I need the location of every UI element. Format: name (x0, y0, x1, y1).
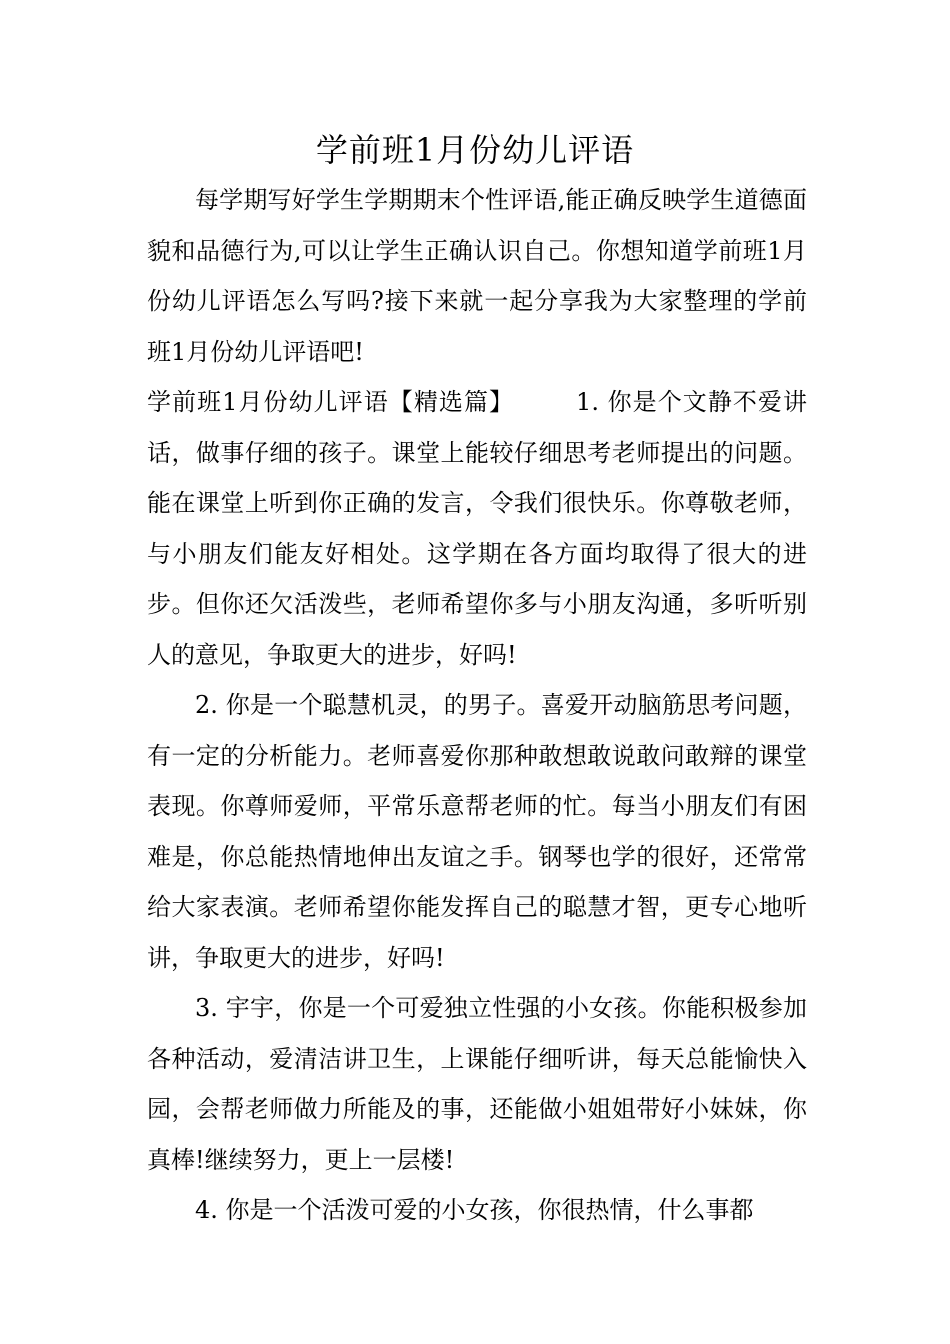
section-heading: 学前班1月份幼儿评语【精选篇】 (147, 388, 515, 416)
comment-4: 4. 你是一个活泼可爱的小女孩，你很热情，什么事都 (195, 1196, 754, 1224)
comment-3: 3. 宇宇，你是一个可爱独立性强的小女孩。你能积极参加各种活动，爱清洁讲卫生，上课能仔细听讲，每天总能愉快入园，会帮老师做力所能及的事，还能做小姐姐带好小妹妹，你真棒!继续努力，更上一层楼! (147, 994, 807, 1174)
intro-paragraph: 每学期写好学生学期期末个性评语,能正确反映学生道德面貌和品德行为,可以让学生正确认识自己。你想知道学前班1月份幼儿评语怎么写吗?接下来就一起分享我为大家整理的学前班1月份幼儿评语吧! (147, 186, 807, 366)
comment-2: 2. 你是一个聪慧机灵，的男子。喜爱开动脑筋思考问题，有一定的分析能力。老师喜爱你那种敢想敢说敢问敢辩的课堂表现。你尊师爱师，平常乐意帮老师的忙。每当小朋友们有困难是，你总能热情地伸出友谊之手。钢琴也学的很好，还常常给大家表演。老师希望你能发挥自己的聪慧才智，更专心地听讲，争取更大的进步，好吗! (147, 691, 807, 972)
document-title: 学前班1月份幼儿评语 (315, 131, 635, 169)
document-body (147, 175, 807, 1236)
section-paragraph-1 (147, 377, 807, 680)
comment-1: 1. 你是个文静不爱讲话，做事仔细的孩子。课堂上能较仔细思考老师提出的问题。能在课堂上听到你正确的发言，令我们很快乐。你尊敬老师，与小朋友们能友好相处。这学期在各方面均取得了很大的进步。但你还欠活泼些，老师希望你多与小朋友沟通，多听听别人的意见，争取更大的进步，好吗! (147, 388, 807, 669)
